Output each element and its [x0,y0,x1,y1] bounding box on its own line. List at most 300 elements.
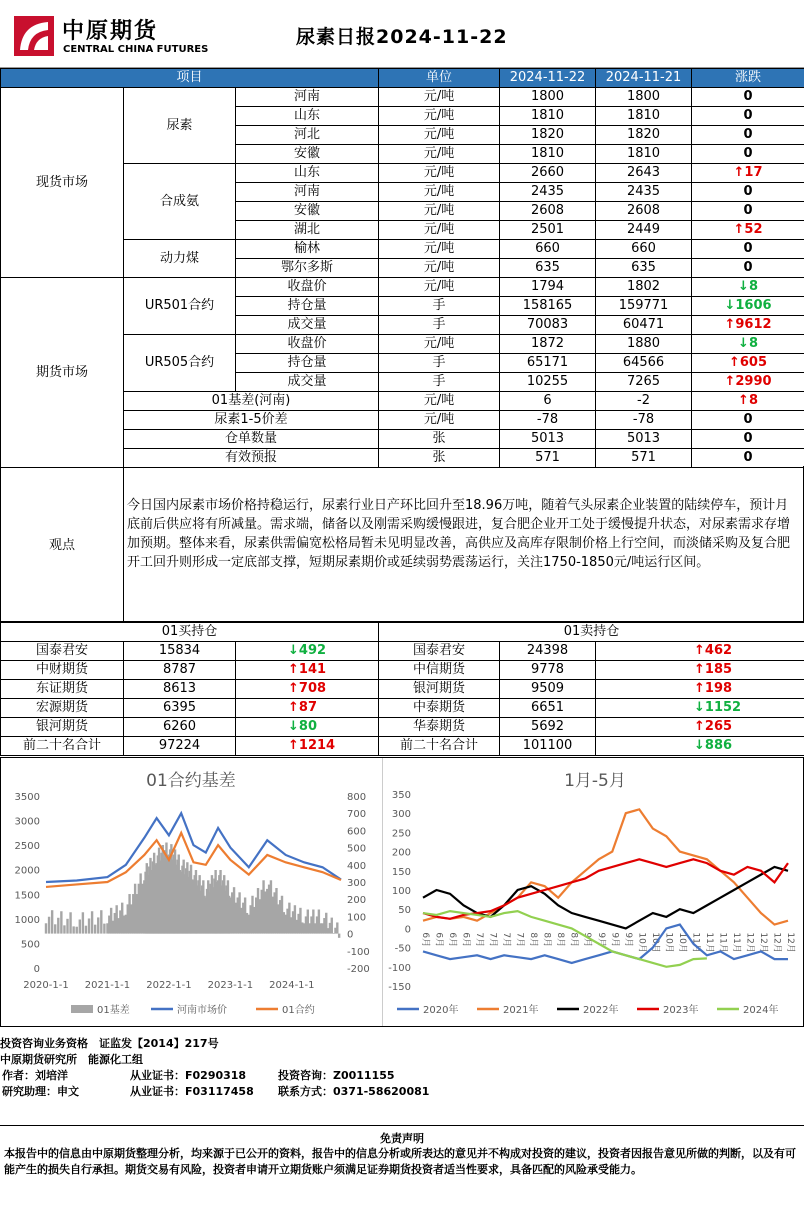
y2-tick-label: 500 [347,843,367,855]
disclaimer-text: 本报告中的信息由中原期货整理分析，均来源于已公开的资料，报告中的信息分析或所表达的意见并不构成对投资的建议，投资者因报告意见所做的判断，以及有可能产生的损失自行承担。期货交易有风险，投资者申请开立期货账户须满足证券期货投资者适当性要求，具备匹配的风险承受能力。 [4,1147,796,1176]
change-cell [692,221,804,240]
spread-chart [385,758,803,1026]
sell-broker: 中泰期货 [379,699,500,718]
item-label: 河北 [236,126,379,145]
table-row [1,88,804,107]
item-label: 鄂尔多斯 [236,259,379,278]
report-title: 尿素日报2024-11-22 [296,26,508,48]
unit-cell: 元/吨 [379,392,500,411]
value-today: 635 [500,259,596,278]
arrow-up-icon: ↑ [288,681,299,696]
y-tick-label: -100 [388,962,411,974]
value-today: 1810 [500,107,596,126]
change-cell [692,449,804,468]
footer-info [0,1036,804,1100]
arrow-down-icon: ↓ [288,643,299,658]
value-prev: 159771 [596,297,692,316]
value-today: 1820 [500,126,596,145]
x-tick-label: 10月 [649,932,660,953]
basis-chart [1,758,381,1026]
item-label: 01基差(河南) [124,392,379,411]
series-line [423,809,788,924]
change-cell [692,373,804,392]
buy-broker: 国泰君安 [1,642,124,661]
change-value: 886 [704,738,733,753]
x-tick-label: 9月 [609,932,620,948]
x-tick-label: 10月 [676,932,687,953]
item-label: 尿素1-5价差 [124,411,379,430]
arrow-up-icon: ↑ [288,662,299,677]
y2-tick-label: 600 [347,826,367,838]
price-table [0,68,804,468]
arrow-up-icon: ↑ [288,738,299,753]
y-tick-label: 100 [391,886,411,897]
logo-text-en: CENTRAL CHINA FUTURES [63,44,209,55]
value-prev: 2608 [596,202,692,221]
x-tick-label: 12月 [744,932,755,953]
item-label: 安徽 [236,202,379,221]
disclaimer [0,1125,804,1178]
item-label: 持仓量 [236,354,379,373]
y2-tick-label: -200 [347,964,370,975]
buy-volume: 97224 [124,737,236,756]
value-prev: 1820 [596,126,692,145]
value-prev: 1802 [596,278,692,297]
arrow-up-icon: ↑ [738,393,749,408]
x-tick-label: 11月 [730,932,741,953]
item-label: 河南 [236,183,379,202]
x-tick-label: 8月 [528,932,539,948]
value-today: 5013 [500,430,596,449]
unit-cell: 手 [379,354,500,373]
sell-volume: 9778 [500,661,596,680]
change-value: 52 [744,222,763,237]
y2-tick-label: -100 [347,946,370,958]
change-value: 605 [739,355,768,370]
change-cell [596,699,804,718]
change-value: 265 [704,719,733,734]
x-tick-label: 7月 [501,932,512,948]
position-row [1,680,804,699]
y2-tick-label: 300 [347,878,367,889]
chart-title: 01合约基差 [146,771,236,791]
item-label: 收盘价 [236,278,379,297]
change-value: 1152 [704,700,742,715]
change-value: 8 [748,279,758,294]
change-value: 1214 [298,738,336,753]
charts-area [0,757,804,1027]
disclaimer-title: 免责声明 [380,1132,424,1145]
sell-broker: 国泰君安 [379,642,500,661]
value-today: 660 [500,240,596,259]
change-cell [596,661,804,680]
x-tick-label: 8月 [568,932,579,948]
footer-author-cert: 从业证书：F0290318 [130,1069,247,1082]
y-tick-label: 150 [391,866,411,878]
value-today: 2660 [500,164,596,183]
arrow-up-icon: ↑ [728,355,740,370]
value-prev: 571 [596,449,692,468]
change-value: 708 [298,681,327,696]
value-today: -78 [500,411,596,430]
unit-cell: 元/吨 [379,240,500,259]
header-unit: 单位 [379,69,500,88]
unit-cell: 元/吨 [379,335,500,354]
arrow-up-icon: ↑ [724,374,736,389]
change-cell [236,642,379,661]
change-cell [596,718,804,737]
change-cell [692,126,804,145]
value-prev: 635 [596,259,692,278]
y-tick-label: 1000 [14,914,40,926]
arrow-up-icon: ↑ [288,700,299,715]
y2-tick-label: 400 [347,860,367,872]
x-tick-label: 7月 [487,932,498,948]
x-tick-label: 6月 [433,932,444,948]
unit-cell: 元/吨 [379,259,500,278]
x-tick-label: 2020-1-1 [23,980,69,991]
item-label: 成交量 [236,373,379,392]
unit-cell: 元/吨 [379,183,500,202]
change-cell [692,183,804,202]
x-tick-label: 7月 [474,932,485,948]
change-value: 462 [704,643,733,658]
unit-cell: 元/吨 [379,107,500,126]
change-cell [692,202,804,221]
item-label: 有效预报 [124,449,379,468]
value-today: 10255 [500,373,596,392]
x-tick-label: 11月 [717,932,728,953]
sub-label: UR501合约 [124,278,236,335]
unit-cell: 元/吨 [379,221,500,240]
item-label: 收盘价 [236,335,379,354]
change-value: 8 [748,393,758,408]
change-cell [236,737,379,756]
arrow-down-icon: ↓ [694,700,705,715]
x-tick-label: 2023-1-1 [207,980,254,991]
change-cell [236,661,379,680]
unit-cell: 张 [379,449,500,468]
value-today: 158165 [500,297,596,316]
value-prev: -78 [596,411,692,430]
unit-cell: 元/吨 [379,88,500,107]
change-value: 17 [744,165,763,180]
change-value: 0 [743,431,753,446]
change-value: 0 [743,260,753,275]
sell-broker: 银河期货 [379,680,500,699]
y-tick-label: 3500 [14,792,40,803]
footer-author-row [0,1068,804,1084]
series-line [423,859,788,919]
header-item: 项目 [1,69,379,88]
arrow-up-icon: ↑ [724,317,736,332]
item-label: 山东 [236,164,379,183]
y-tick-label: 50 [398,905,411,917]
legend-label: 2021年 [503,1005,539,1016]
sell-volume: 9509 [500,680,596,699]
x-tick-label: 12月 [785,932,795,953]
value-today: 2608 [500,202,596,221]
sell-volume: 5692 [500,718,596,737]
unit-cell: 张 [379,430,500,449]
value-prev: 660 [596,240,692,259]
x-tick-label: 8月 [541,932,552,948]
change-value: 0 [743,127,753,142]
change-cell [692,88,804,107]
y-tick-label: 0 [33,964,40,975]
x-tick-label: 2022-1-1 [146,980,192,991]
item-label: 山东 [236,107,379,126]
sub-label: 尿素 [124,88,236,164]
y-tick-label: 350 [391,790,411,801]
logo-text-cn: 中原期货 [62,18,159,44]
arrow-up-icon: ↑ [694,681,705,696]
position-row [1,718,804,737]
sub-label: 合成氨 [124,164,236,240]
footer-author: 作者：刘培洋 [2,1069,68,1082]
value-prev: 60471 [596,316,692,335]
value-prev: 1810 [596,145,692,164]
unit-cell: 手 [379,316,500,335]
change-cell [692,164,804,183]
footer-contact: 联系方式：0371-58620081 [278,1085,430,1098]
sell-volume: 6651 [500,699,596,718]
view-label: 观点 [1,466,124,621]
item-label: 安徽 [236,145,379,164]
y2-tick-label: 800 [347,792,367,803]
sell-broker: 中信期货 [379,661,500,680]
buy-volume: 8613 [124,680,236,699]
item-label: 持仓量 [236,297,379,316]
change-cell [692,107,804,126]
change-cell [692,278,804,297]
unit-cell: 元/吨 [379,145,500,164]
sub-label: 动力煤 [124,240,236,278]
value-prev: 1800 [596,88,692,107]
change-value: 0 [743,184,753,199]
arrow-up-icon: ↑ [733,222,745,237]
change-cell [692,335,804,354]
y2-tick-label: 200 [347,895,367,907]
header-date1: 2024-11-22 [500,69,596,88]
value-today: 65171 [500,354,596,373]
y-tick-label: 0 [404,924,411,936]
unit-cell: 元/吨 [379,202,500,221]
unit-cell: 手 [379,297,500,316]
change-value: 141 [298,662,327,677]
unit-cell: 元/吨 [379,278,500,297]
sell-volume: 101100 [500,737,596,756]
value-today: 2501 [500,221,596,240]
buy-broker: 前二十名合计 [1,737,124,756]
view-text: 今日国内尿素市场价格持稳运行，尿素行业日产环比回升至18.96万吨，随着气头尿素企业装置的陆续停车，预计月底前后供应将有所减量。需求端，储备以及刚需采购缓慢跟进，复合肥企业开工处于缓慢提升状态，对尿素需求存增加预期。整体来看，尿素供需偏宽松格局暂未见明显改善，高供应及高库存限制价格上行空间，而淡储采购及复合肥开工回升则形成一定底部支撑，短期尿素期价或延续弱势震荡运行，关注1750-1850元/吨运行区间。 [127,498,791,570]
arrow-down-icon: ↓ [738,336,749,351]
change-cell [236,718,379,737]
y-tick-label: 1500 [14,890,40,902]
item-label: 河南 [236,88,379,107]
buy-broker: 东证期货 [1,680,124,699]
arrow-down-icon: ↓ [738,279,749,294]
sell-positions-title: 01卖持仓 [379,623,804,642]
legend-label: 2023年 [663,1005,699,1016]
arrow-down-icon: ↓ [288,719,299,734]
change-value: 0 [743,146,753,161]
change-value: 8 [748,336,758,351]
buy-volume: 8787 [124,661,236,680]
value-today: 70083 [500,316,596,335]
footer-department: 中原期货研究所 能源化工组 [0,1053,143,1066]
series-line [46,813,341,882]
change-value: 2990 [735,374,772,389]
legend-label: 河南市场价 [177,1005,227,1016]
y-tick-label: 200 [391,847,411,859]
value-today: 1872 [500,335,596,354]
value-today: 1800 [500,88,596,107]
legend-label: 2022年 [583,1005,619,1016]
chart-title: 1月-5月 [564,771,626,791]
buy-volume: 6395 [124,699,236,718]
value-prev: 1810 [596,107,692,126]
change-cell [596,680,804,699]
value-prev: 1880 [596,335,692,354]
legend-label: 01基差 [97,1005,130,1016]
unit-cell: 元/吨 [379,126,500,145]
legend-label: 01合约 [282,1005,315,1016]
change-cell [692,316,804,335]
change-cell [236,680,379,699]
change-cell [692,430,804,449]
x-tick-label: 2024-1-1 [269,980,315,991]
y2-tick-label: 100 [347,912,367,924]
change-value: 0 [743,412,753,427]
buy-broker: 银河期货 [1,718,124,737]
footer-assistant-row [0,1084,804,1100]
change-cell [236,699,379,718]
value-prev: 64566 [596,354,692,373]
change-value: 0 [743,108,753,123]
y-tick-label: 300 [391,809,411,821]
y-tick-label: 2500 [14,841,40,853]
x-tick-label: 9月 [622,932,633,948]
value-prev: 7265 [596,373,692,392]
buy-broker: 宏源期货 [1,699,124,718]
position-row [1,661,804,680]
y-tick-label: 500 [20,939,40,951]
footer-assistant: 研究助理：申文 [2,1085,79,1098]
sell-broker: 前二十名合计 [379,737,500,756]
arrow-up-icon: ↑ [733,165,745,180]
arrow-down-icon: ↓ [694,738,705,753]
report-header [0,0,804,68]
y-tick-label: 3000 [14,816,40,828]
change-cell [692,240,804,259]
value-today: 571 [500,449,596,468]
footer-author-consult: 投资咨询：Z0011155 [278,1069,395,1082]
unit-cell: 元/吨 [379,411,500,430]
change-cell [596,642,804,661]
value-prev: 2643 [596,164,692,183]
change-value: 0 [743,450,753,465]
change-cell [692,259,804,278]
sell-broker: 华泰期货 [379,718,500,737]
header-date2: 2024-11-21 [596,69,692,88]
y-tick-label: 250 [391,828,411,840]
y-tick-label: -150 [388,982,411,993]
value-prev: 2435 [596,183,692,202]
unit-cell: 元/吨 [379,164,500,183]
y2-tick-label: 700 [347,809,367,821]
x-tick-label: 11月 [690,932,701,953]
value-today: 1810 [500,145,596,164]
group-label: 期货市场 [1,278,124,468]
x-tick-label: 9月 [595,932,606,948]
positions-table [0,622,804,756]
company-logo-icon [14,16,54,56]
buy-volume: 15834 [124,642,236,661]
x-tick-label: 7月 [514,932,525,948]
arrow-down-icon: ↓ [724,298,736,313]
y2-tick-label: 0 [347,929,354,941]
position-row [1,737,804,756]
x-tick-label: 6月 [420,932,430,948]
value-today: 6 [500,392,596,411]
table-header-row [1,69,804,88]
value-today: 2435 [500,183,596,202]
legend-label: 2020年 [423,1005,459,1016]
x-tick-label: 12月 [757,932,768,953]
item-label: 仓单数量 [124,430,379,449]
buy-volume: 6260 [124,718,236,737]
change-cell [692,145,804,164]
change-cell [692,354,804,373]
value-today: 1794 [500,278,596,297]
change-value: 1606 [735,298,772,313]
item-label: 成交量 [236,316,379,335]
x-tick-label: 6月 [460,932,471,948]
change-cell [692,392,804,411]
position-row [1,699,804,718]
buy-broker: 中财期货 [1,661,124,680]
arrow-up-icon: ↑ [694,719,705,734]
change-value: 0 [743,203,753,218]
sell-volume: 24398 [500,642,596,661]
arrow-up-icon: ↑ [694,662,705,677]
unit-cell: 手 [379,373,500,392]
arrow-up-icon: ↑ [694,643,705,658]
change-value: 492 [298,643,327,658]
change-value: 0 [743,241,753,256]
x-tick-label: 9月 [582,932,593,948]
y-tick-label: -50 [394,943,411,955]
value-prev: 5013 [596,430,692,449]
change-value: 0 [743,89,753,104]
x-tick-label: 11月 [703,932,714,953]
x-tick-label: 2021-1-1 [84,980,131,991]
value-prev: 2449 [596,221,692,240]
change-value: 87 [298,700,317,715]
x-tick-label: 8月 [555,932,566,948]
view-section [0,466,804,622]
header-change: 涨跌 [692,69,804,88]
x-tick-label: 12月 [771,932,782,953]
x-tick-label: 6月 [447,932,458,948]
x-tick-label: 10月 [636,932,647,953]
item-label: 榆林 [236,240,379,259]
change-value: 185 [704,662,733,677]
change-value: 80 [298,719,317,734]
change-cell [596,737,804,756]
x-tick-label: 10月 [663,932,674,953]
